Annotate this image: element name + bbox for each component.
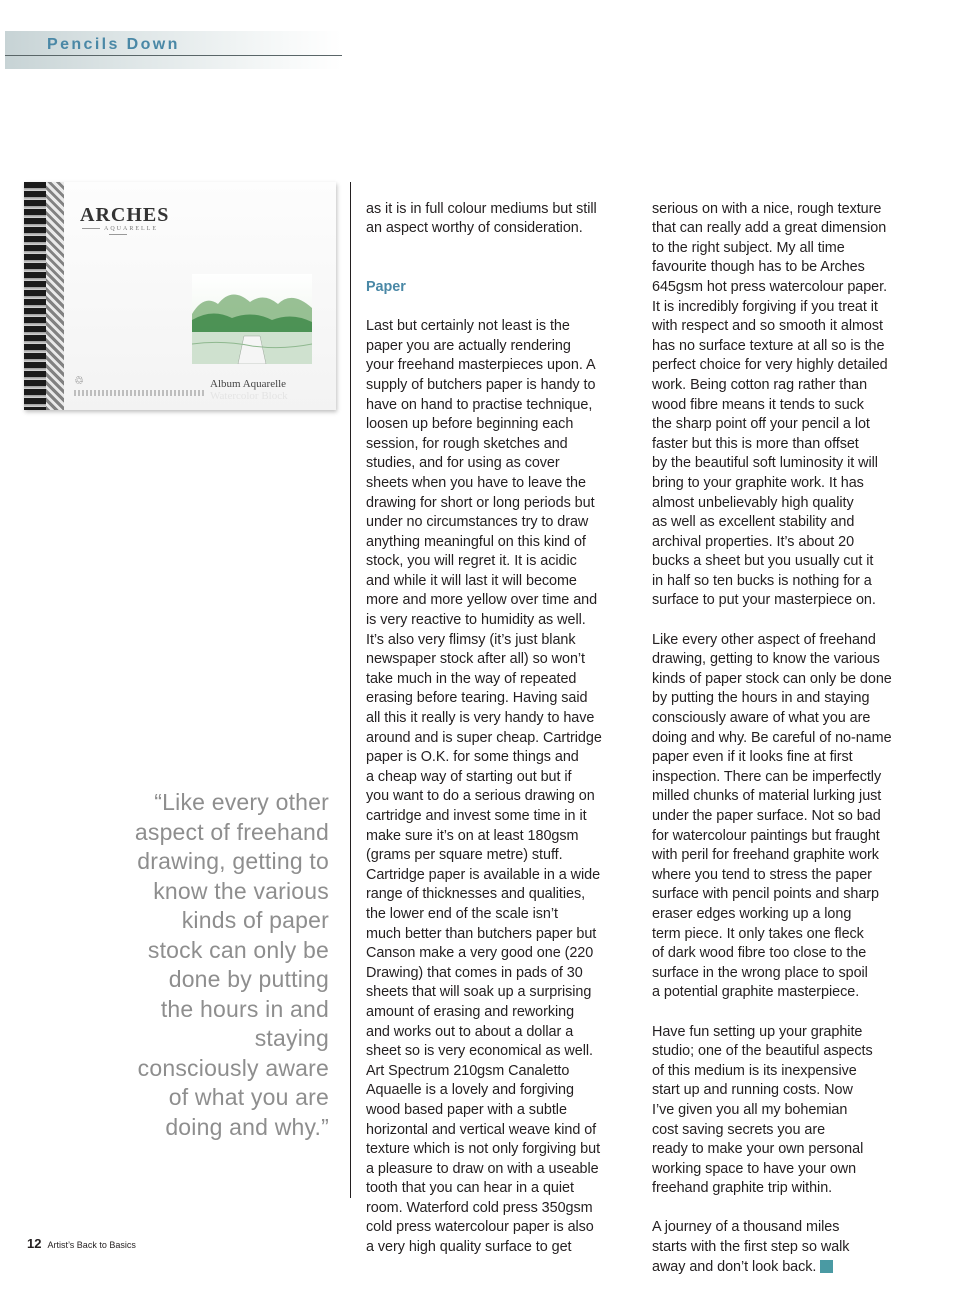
page-footer (27, 1236, 136, 1251)
watercolor-painting (192, 274, 312, 364)
product-brand-sub: AQUARELLE (72, 226, 164, 238)
column-1-intro: as it is in full colour mediums but still an aspect worthy of consideration. (366, 200, 597, 237)
subhead-paper: Paper (366, 278, 406, 295)
product-brand: ARCHES (80, 204, 170, 226)
column-2-paragraph-4 (652, 1218, 922, 1277)
column-divider (350, 182, 351, 1198)
product-album-title: Album Aquarelle (210, 378, 287, 390)
article-column-2 (652, 180, 922, 1297)
product-album-sub: Watercolor Block (210, 390, 288, 402)
end-mark-icon (820, 1260, 833, 1273)
spiral-binding (24, 182, 46, 410)
pull-quote: “Like every other aspect of freehand drawing, getting to know the various kinds of paper stock can only be done by putting the hours in and staying consciously aware of what you are doing and why.” (134, 789, 329, 1140)
section-title: Pencils Down (47, 36, 180, 53)
column-2-paragraph-2: Like every other aspect of freehand drawing, getting to know the various kinds of paper stock can only be done by putting the hours in and staying consciously aware of what you are doing and why. Be careful of no-name paper even if it looks fine at first inspection. There can be imperfectly milled chunks of material lurking just under the paper surface. Not so bad for watercolour paintings but fraught with peril for freehand graphite work where you tend to stress the paper surface with pencil points and sharp eraser edges working up a long term piece. It only takes one fleck of dark wood fibre too close to the surface in the wrong place to spoil a potential graphite masterpiece. (652, 631, 892, 1001)
article-column-1 (366, 180, 634, 1277)
spine-pattern (46, 182, 64, 410)
product-fineprint (74, 390, 204, 396)
section-header (5, 31, 342, 69)
header-rule (5, 55, 342, 56)
page-number: 12 (27, 1236, 42, 1251)
recycle-icon: ♲ (74, 375, 84, 387)
publication-name: Artist’s Back to Basics (47, 1240, 136, 1250)
column-1-body: Last but certainly not least is the paper you are actually rendering your freehand masterpieces upon. A supply of butchers paper is handy to have on hand to practise technique, loosen up before beginning each session, for rough sketches and studies, and for using as cover sheets when you have to leave the drawing for short or long periods but under no circumstances try to draw anything meaningful on this kind of stock, you will regret it. It is acidic and while it will last it will become more and more yellow over time and is very reactive to humidity as well. It’s also very flimsy (it’s just blank newspaper stock after all) so won’t take much in the way of repeated erasing before tearing. Having said all this it really is very handy to have around and is super cheap. Cartridge paper is O.K. for some things and a cheap way of starting out but if you want to do a serious drawing on cartridge and invest some time in it make sure it’s on at least 180gsm (grams per square metre) stuff. Cartridge paper is available in a wide range of thicknesses and qualities, the lower end of the scale isn’t much better than butchers paper but Canson make a very good one (220 Drawing) that comes in pads of 30 sheets that will soak up a surprising amount of erasing and reworking and works out to about a dollar a sheet so is very economical as well. Art Spectrum 210gsm Canaletto Aquaelle is a lovely and forgiving wood based paper with a subtle horizontal and vertical weave kind of texture which is not only forgiving but a pleasure to draw on with a useable tooth that you can hear in a quiet room. Waterford cold press 350gsm cold press watercolour paper is also a very high quality surface to get (366, 318, 602, 1256)
closing-text: A journey of a thousand miles starts with the first step so walk away and don’t look back. (652, 1219, 850, 1275)
column-2-paragraph-1: serious on with a nice, rough texture that can really add a great dimension to the right subject. My all time favourite though has to be Arches 645gsm hot press watercolour paper. It is incredibly forgiving if you treat it with respect and so smooth it almost has no surface texture at all so is the perfect choice for very highly detailed work. Being cotton rag rather than wood fibre means it tends to suck the sharp point off your pencil a lot faster but this is more than offset by the beautiful soft luminosity it will bring to your graphite work. It has almost unbelievably high quality as well as excellent stability and archival properties. It’s about 20 bucks a sheet but you usually cut it in half so ten bucks is nothing for a surface to put your masterpiece on. (652, 200, 888, 609)
product-image (24, 182, 336, 410)
column-2-paragraph-3: Have fun setting up your graphite studio; one of the beautiful aspects of this medium is its inexpensive start up and running costs. Now I’ve given you all my bohemian cost saving secrets you are ready to make your own personal working space to have your own freehand graphite trip within. (652, 1023, 873, 1197)
